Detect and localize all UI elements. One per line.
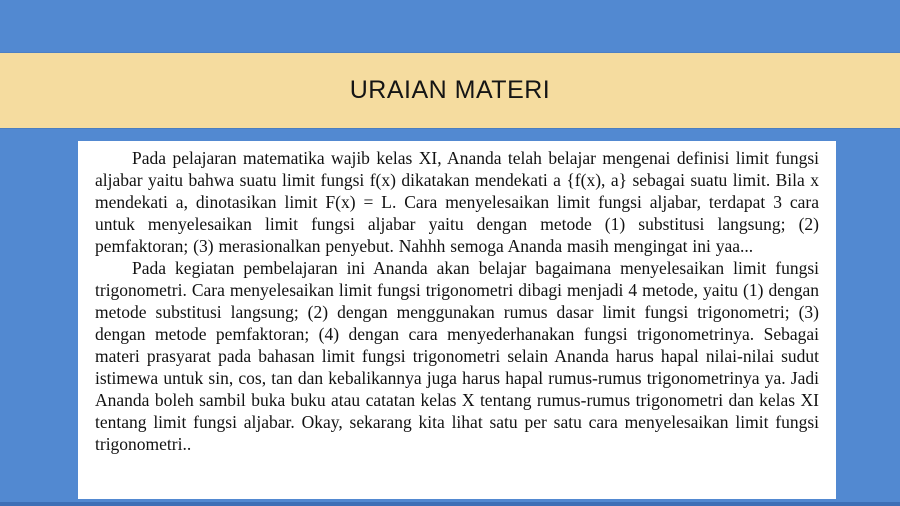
bottom-border-strip [0, 502, 900, 506]
paragraph-limit-fungsi-aljabar: Pada pelajaran matematika wajib kelas XI, Ananda telah belajar mengenai definisi limit fungsi aljabar yaitu bahwa suatu limit fungsi f(x) dikatakan mendekati a {f(x), a} sebagai suatu limit. Bila x mendekati a, dinotasikan limit F(x) = L. Cara menyelesaikan limit fungsi aljabar, terdapat 3 cara untuk menyelesaikan limit fungsi aljabar yaitu dengan metode (1) substitusi langsung; (2) pemfaktoran; (3) merasionalkan penyebut. Nahhh semoga Ananda masih mengingat ini yaa... [95, 148, 819, 256]
title-banner [0, 53, 900, 128]
content-panel [78, 141, 836, 499]
paragraph-limit-fungsi-trigonometri: Pada kegiatan pembelajaran ini Ananda akan belajar bagaimana menyelesaikan limit fungsi trigonometri. Cara menyelesaikan limit fungsi trigonometri dibagi menjadi 4 metode, yaitu (1) dengan metode substitusi langsung; (2) dengan menggunakan rumus dasar limit fungsi trigonometri; (3) dengan metode pemfaktoran; (4) dengan cara menyederhanakan fungsi trigonometrinya. Sebagai materi prasyarat pada bahasan limit fungsi trigonometri selain Ananda harus hapal nilai-nilai sudut istimewa untuk sin, cos, tan dan kebalikannya juga harus hapal rumus-rumus trigonometrinya ya. Jadi Ananda boleh sambil buka buku atau catatan kelas X tentang rumus-rumus trigonometri dan kelas XI tentang limit fungsi aljabar. Okay, sekarang kita lihat satu per satu cara menyelesaikan limit fungsi trigonometri.. [95, 258, 819, 454]
page-title: URAIAN MATERI [349, 76, 551, 104]
